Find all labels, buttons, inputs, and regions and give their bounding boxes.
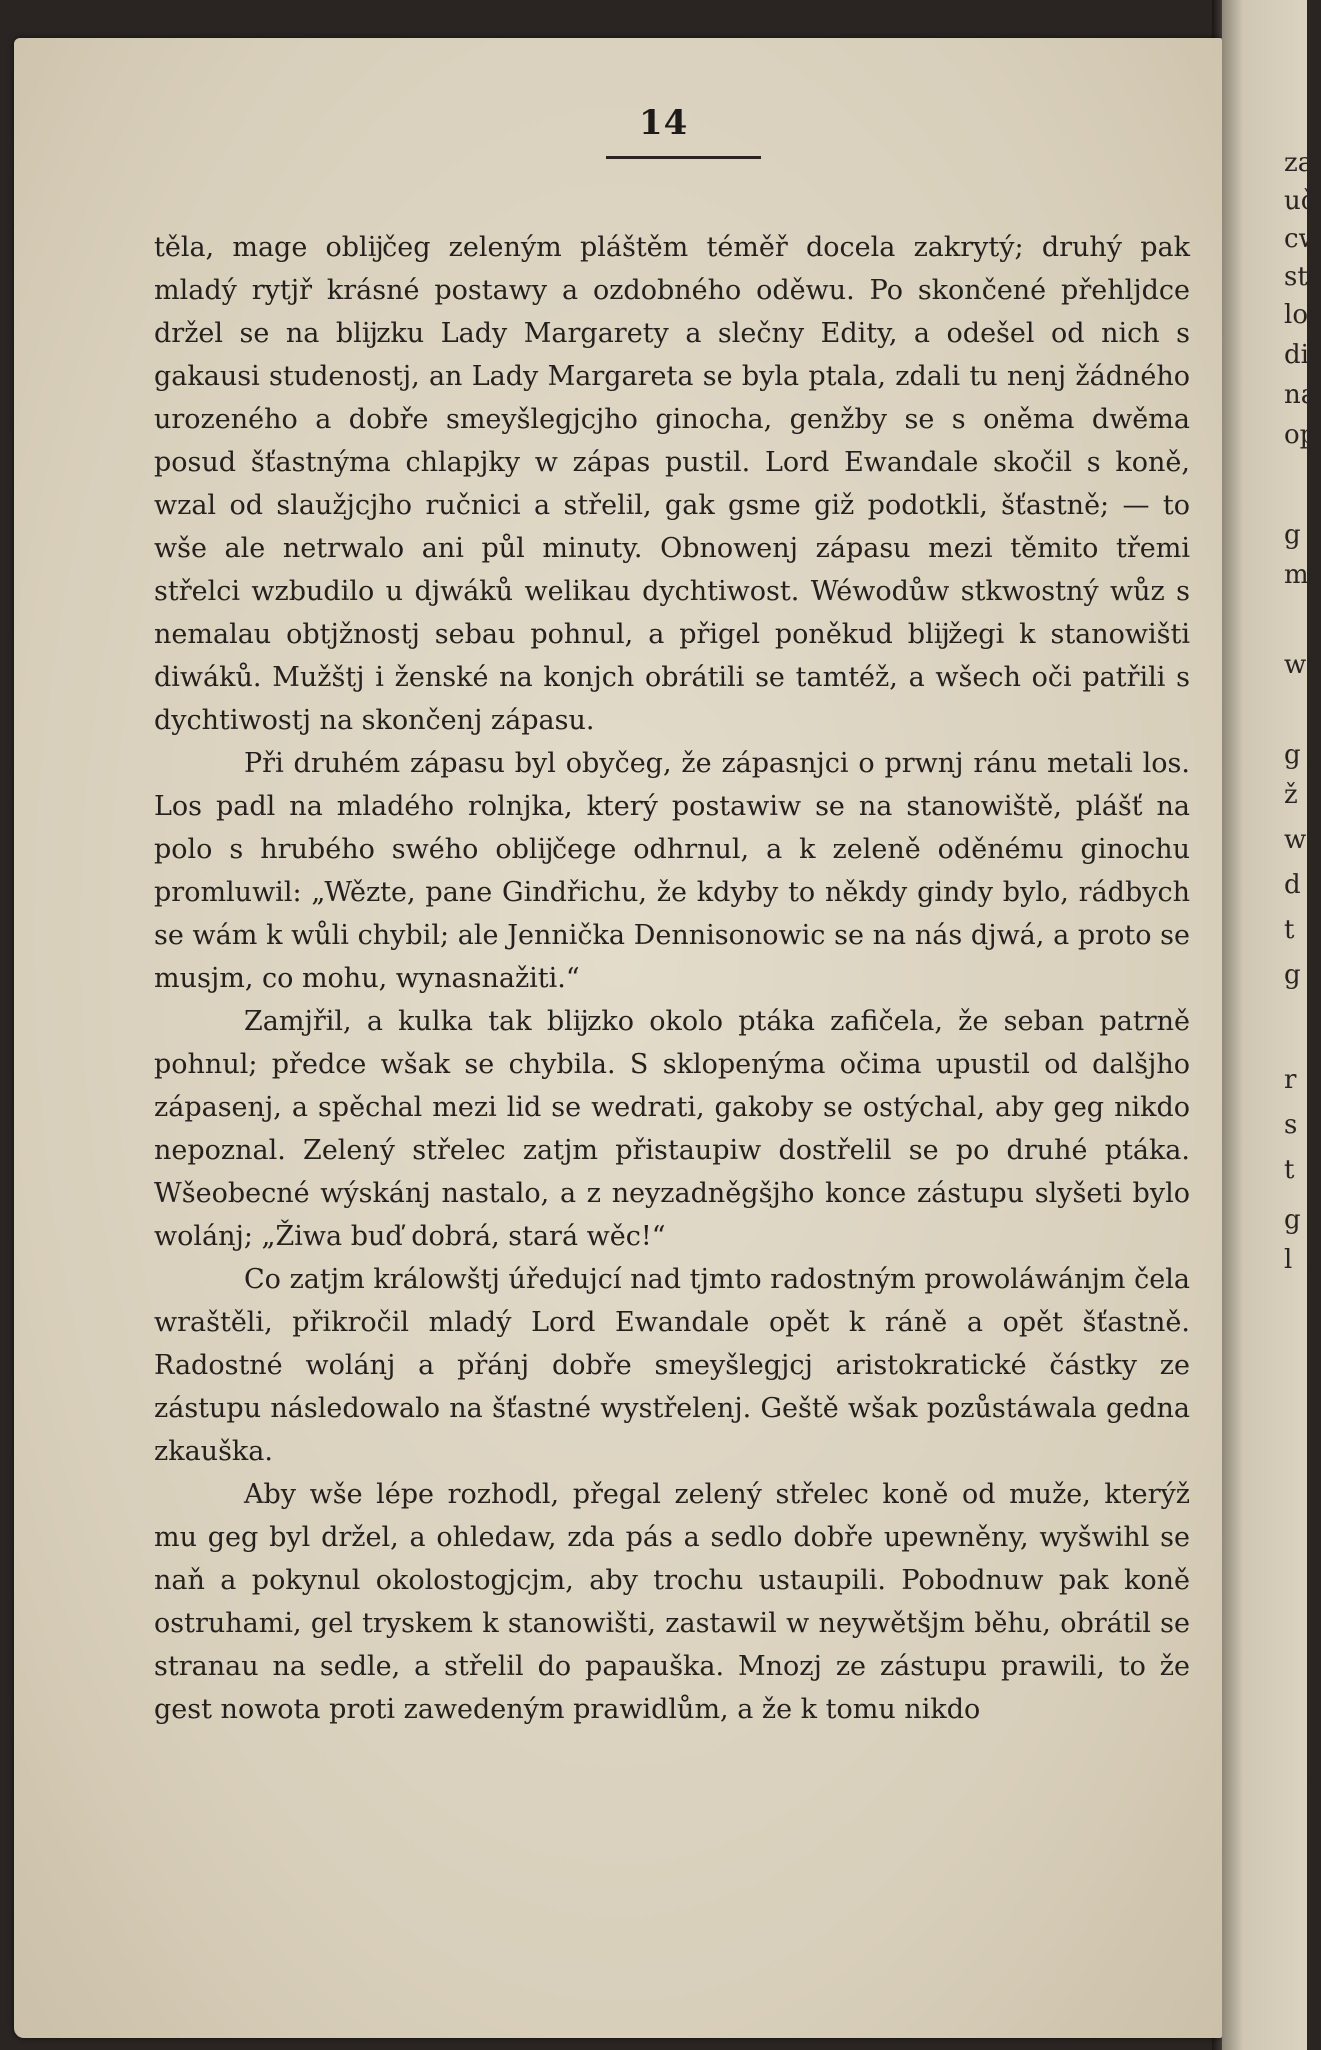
facing-fragment: g [1284, 960, 1301, 990]
book-page [14, 38, 1222, 2038]
facing-fragment: g [1284, 1205, 1301, 1235]
header-rule [606, 156, 761, 159]
facing-fragment: l [1284, 1245, 1293, 1275]
page-body [154, 226, 1190, 1731]
facing-fragment: w [1284, 650, 1307, 680]
facing-fragment: g [1284, 740, 1301, 770]
facing-fragment: w [1284, 825, 1307, 855]
facing-fragment: r [1284, 1065, 1297, 1095]
page-number: 14 [639, 103, 689, 143]
facing-fragment: t [1284, 915, 1295, 945]
facing-fragment: t [1284, 1155, 1295, 1185]
paragraph-2: Při druhém zápasu byl obyčeg, že zápasnjci o prwnj ránu metali los. Los padl na mladého rolnjka, který postawiw se na stanowiště, plášť na polo s hrubého swého oblĳčege odhrnul, a k zeleně oděnému ginochu promluwil: „Wězte, pane Gindřichu, že kdyby to někdy gindy bylo, rádbych se wám k wůli chybil; ale Jennička Dennisonowic se na nás djwá, a proto se musjm, co mohu, wynasnažiti.“ [154, 748, 1190, 994]
paragraph-5: Aby wše lépe rozhodl, přegal zelený střelec koně od muže, kterýž mu geg byl držel, a ohledaw, zda pás a sedlo dobře upewněny, wyšwihl se naň a pokynul okolostogjcjm, aby trochu ustaupili. Pobodnuw pak koně ostruhami, gel tryskem k stanowišti, zastawil w neywětšjm běhu, obrátil se stranau na sedle, a střelil do papauška. Mnozj ze zástupu prawili, to že gest nowota proti zawedeným prawidlům, a že k tomu nikdo [154, 1479, 1190, 1725]
paragraph-1: těla, mage oblĳčeg zeleným pláštěm téměř docela zakrytý; druhý pak mladý rytjř krásné postawy a ozdobného oděwu. Po skončené přehljdce držel se na blĳzku Lady Margarety a slečny Edity, a odešel od nich s gakausi studenostj, an Lady Margareta se byla ptala, zdali tu nenj žádného urozeného a dobře smeyšlegjcjho ginocha, genžby se s oněma dwěma posud šťastnýma chlapjky w zápas pustil. Lord Ewandale skočil s koně, wzal od slaužjcjho ručnici a střelil, gak gsme giž podotkli, šťastně; — to wše ale netrwalo ani půl minuty. Obnowenj zápasu mezi těmito třemi střelci wzbudilo u djwáků welikau dychtiwost. Wéwodůw stkwostný wůz s nemalau obtjžnostj sebau pohnul, a přigel poněkud blĳžegi k stanowišti diwáků. Mužštj i ženské na konjch obrátili se tamtéž, a wšech oči patřili s dychtiwostj na skončenj zápasu. [154, 232, 1190, 736]
facing-fragment: g [1284, 520, 1301, 550]
facing-fragment: s [1284, 1110, 1298, 1140]
facing-fragment: uč [1284, 186, 1316, 216]
facing-page-edge [1222, 0, 1321, 2050]
facing-fragment: d [1284, 870, 1301, 900]
facing-fragment: op [1284, 420, 1317, 450]
paragraph-3: Zamjřil, a kulka tak blĳzko okolo ptáka zafičela, že seban patrně pohnul; předce wšak se chybila. S sklopenýma očima upustil od dalšjho zápasenj, a spěchal mezi lid se wedrati, gakoby se ostýchal, aby geg nikdo nepoznal. Zelený střelec zatjm přistaupiw dostřelil se po druhé ptáka. Wšeobecné wýskánj nastalo, a z neyzadněgšjho konce zástupu slyšeti bylo wolánj; „Žiwa buď dobrá, stará wěc!“ [154, 1006, 1190, 1252]
facing-fragment: st [1284, 262, 1308, 292]
facing-fragment: cw [1284, 224, 1321, 254]
facing-fragment: lo [1284, 300, 1308, 330]
facing-fragment: na [1284, 380, 1317, 410]
facing-fragment: ž [1284, 780, 1298, 810]
paragraph-4: Co zatjm králowštj úředujcí nad tjmto radostným prowoláwánjm čela wraštěli, přikročil mladý Lord Ewandale opět k ráně a opět šťastně. Radostné wolánj a přánj dobře smeyšlegjcj aristokratické částky ze zástupu následowalo na šťastné wystřelenj. Geště wšak pozůstáwala gedna zkauška. [154, 1264, 1190, 1467]
facing-fragment: m [1284, 560, 1309, 590]
facing-fragment: di [1284, 340, 1309, 370]
facing-fragment: za [1284, 148, 1314, 178]
